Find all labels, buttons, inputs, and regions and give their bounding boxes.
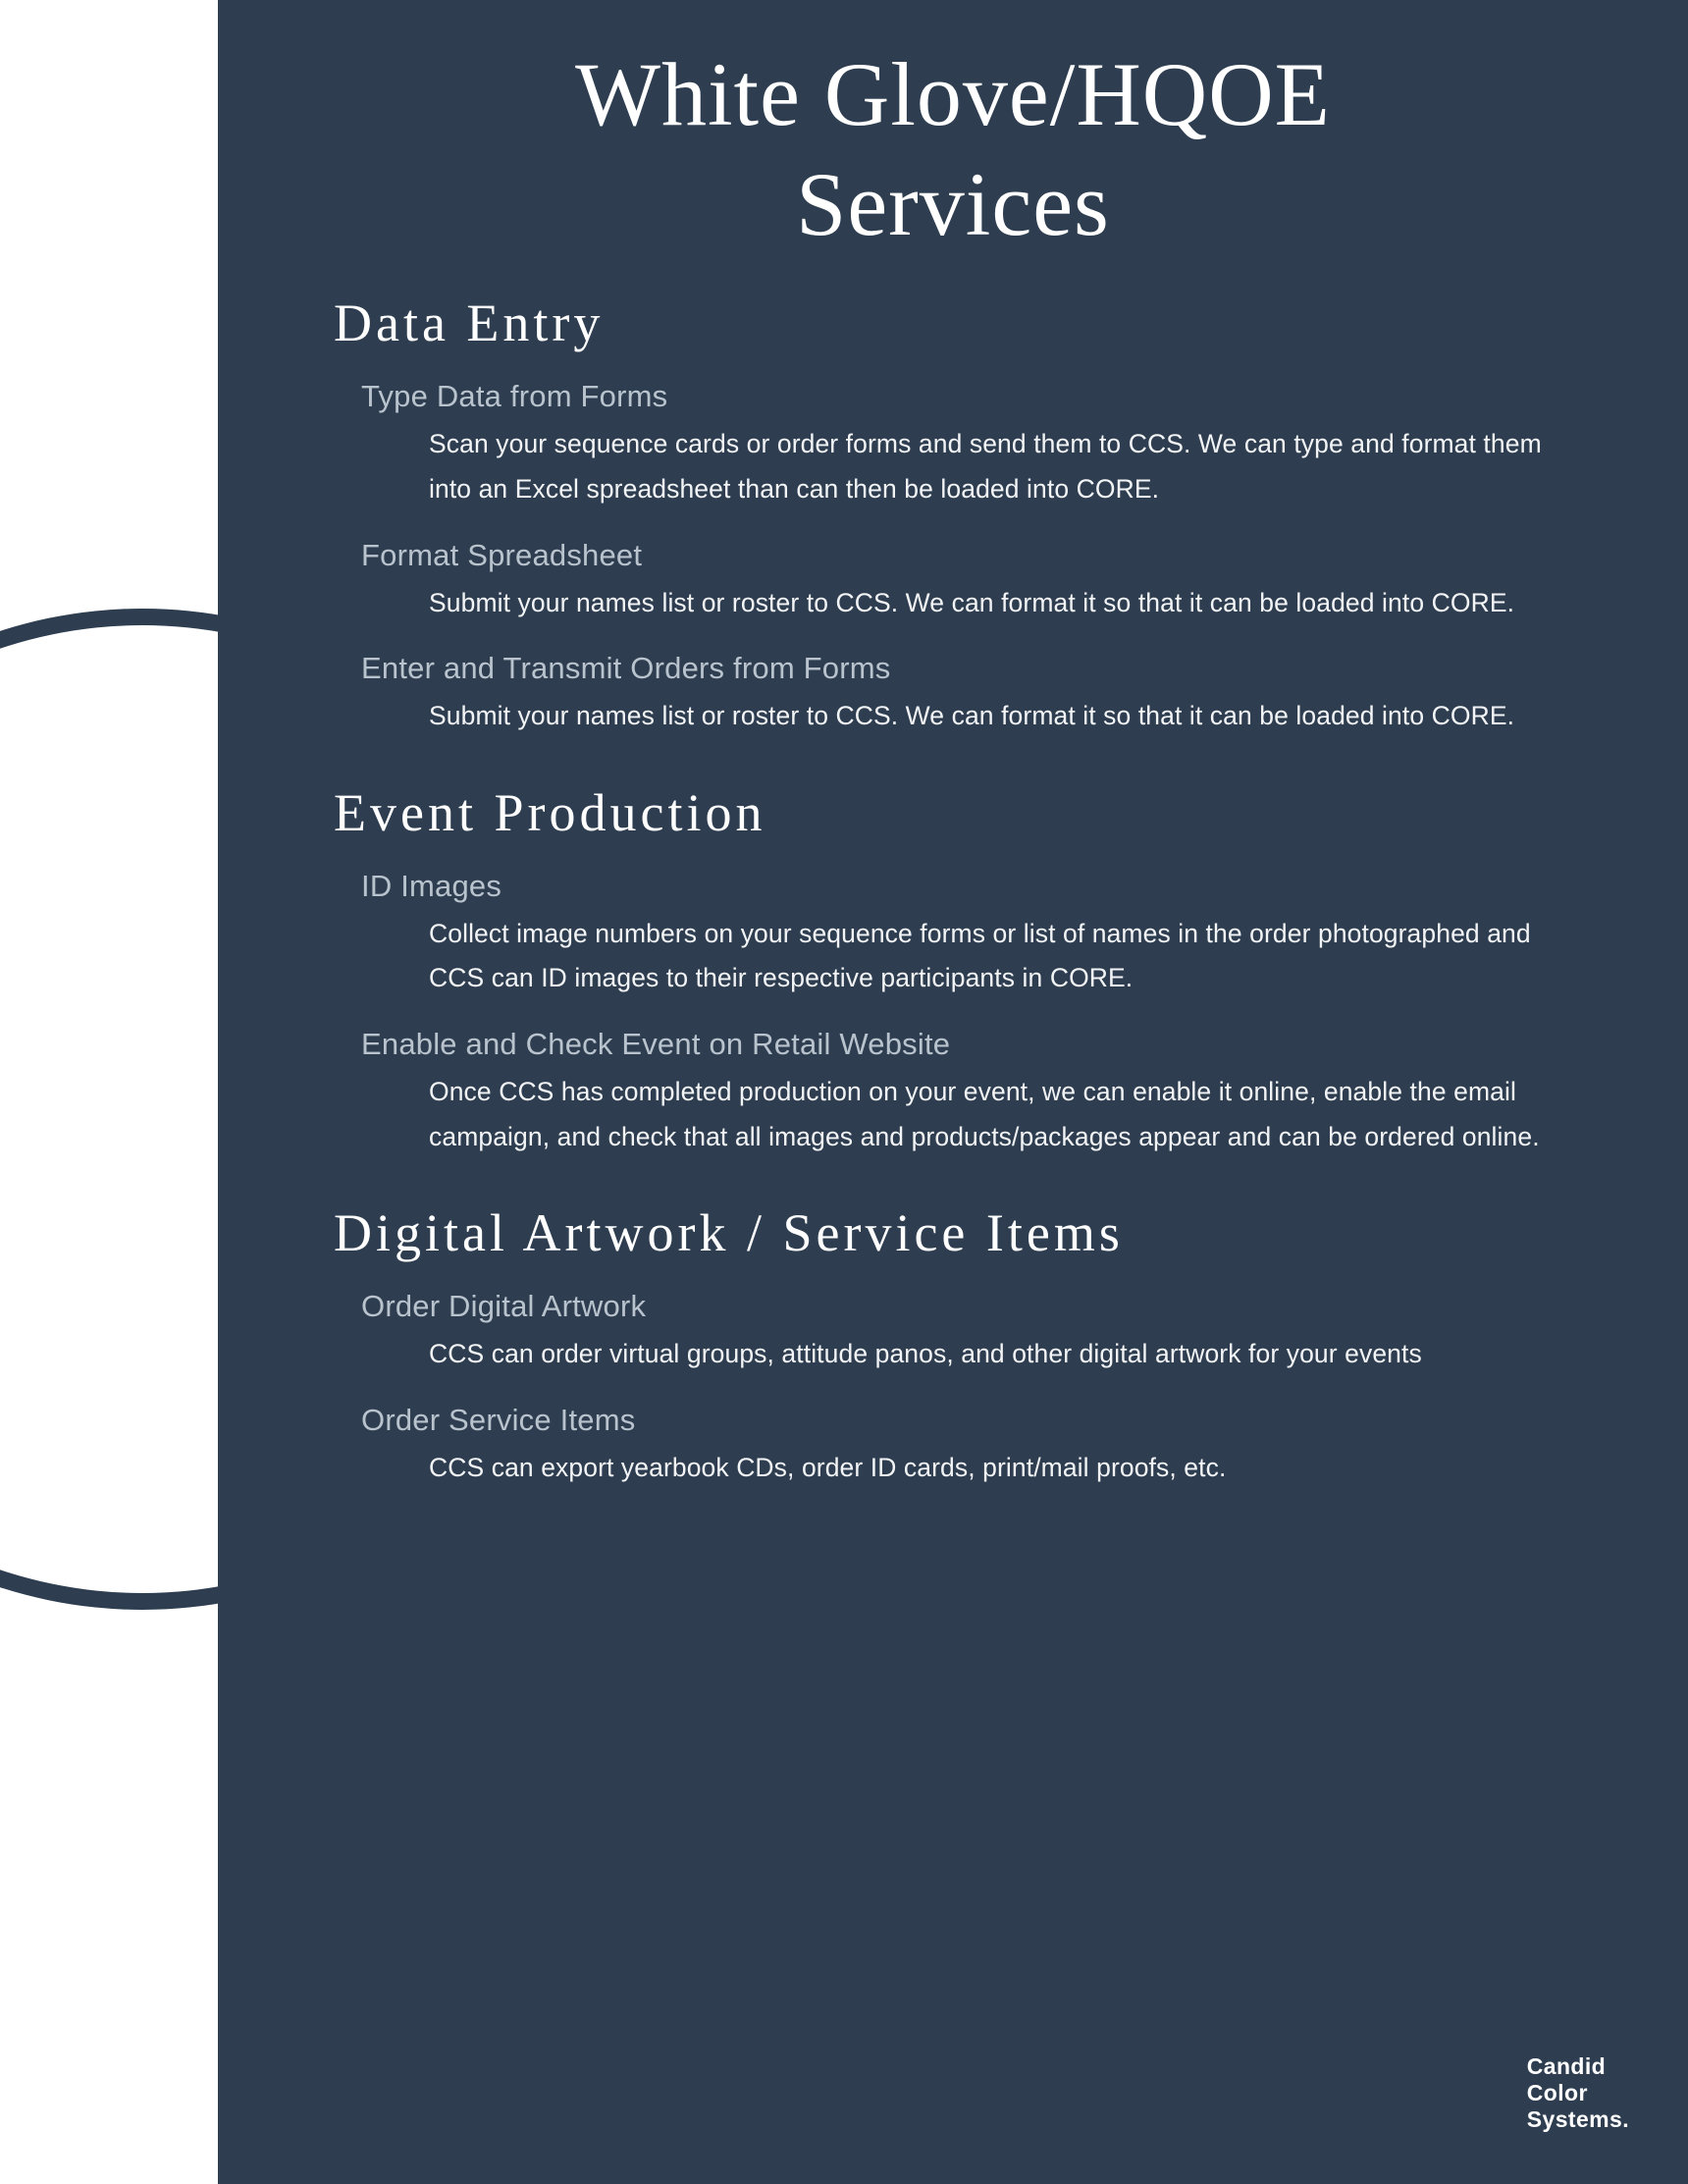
item-body: Scan your sequence cards or order forms and send them to CCS. We can type and format them into an Excel spreadsheet than can then be loaded into CORE. [429, 429, 1542, 505]
item-body: CCS can export yearbook CDs, order ID cards, print/mail proofs, etc. [429, 1452, 1227, 1482]
item-subheading: Order Service Items [361, 1402, 636, 1437]
page-title [336, 39, 1570, 259]
item-subheading: Type Data from Forms [361, 379, 668, 414]
section-digital-artwork [218, 1202, 1688, 1490]
brand-logo [1527, 2053, 1629, 2133]
page-title-line-2: Services [796, 154, 1110, 255]
brand-logo-line-2: Color [1526, 2079, 1588, 2105]
item-body: Submit your names list or roster to CCS. We can format it so that it can be loaded into CORE. [429, 701, 1515, 731]
poster-content [218, 0, 1688, 2184]
section-heading: Digital Artwork / Service Items [334, 1203, 1124, 1263]
section-event-production [218, 782, 1688, 1159]
item-subheading: Order Digital Artwork [361, 1289, 647, 1324]
item-subheading: Enter and Transmit Orders from Forms [361, 651, 891, 686]
brand-logo-line-3: Systems. [1526, 2105, 1629, 2132]
section-heading: Event Production [334, 782, 766, 842]
page-title-line-1: White Glove/HQOE [575, 44, 1331, 144]
brand-logo-line-1: Candid [1526, 2052, 1607, 2079]
item-body: Once CCS has completed production on your event, we can enable it online, enable the email campaign, and check that all images and products/packages appear and can be ordered online. [429, 1076, 1540, 1151]
item-subheading: Format Spreadsheet [361, 537, 643, 572]
section-heading: Data Entry [334, 293, 605, 353]
item-subheading: Enable and Check Event on Retail Website [361, 1026, 951, 1061]
item-body: Collect image numbers on your sequence forms or list of names in the order photographed and CCS can ID images to their respective participants in CORE. [429, 918, 1531, 993]
item-body: CCS can order virtual groups, attitude panos, and other digital artwork for your events [429, 1339, 1422, 1369]
section-data-entry [218, 293, 1688, 738]
item-body: Submit your names list or roster to CCS. We can format it so that it can be loaded into CORE. [429, 587, 1515, 617]
item-subheading: ID Images [361, 868, 502, 903]
